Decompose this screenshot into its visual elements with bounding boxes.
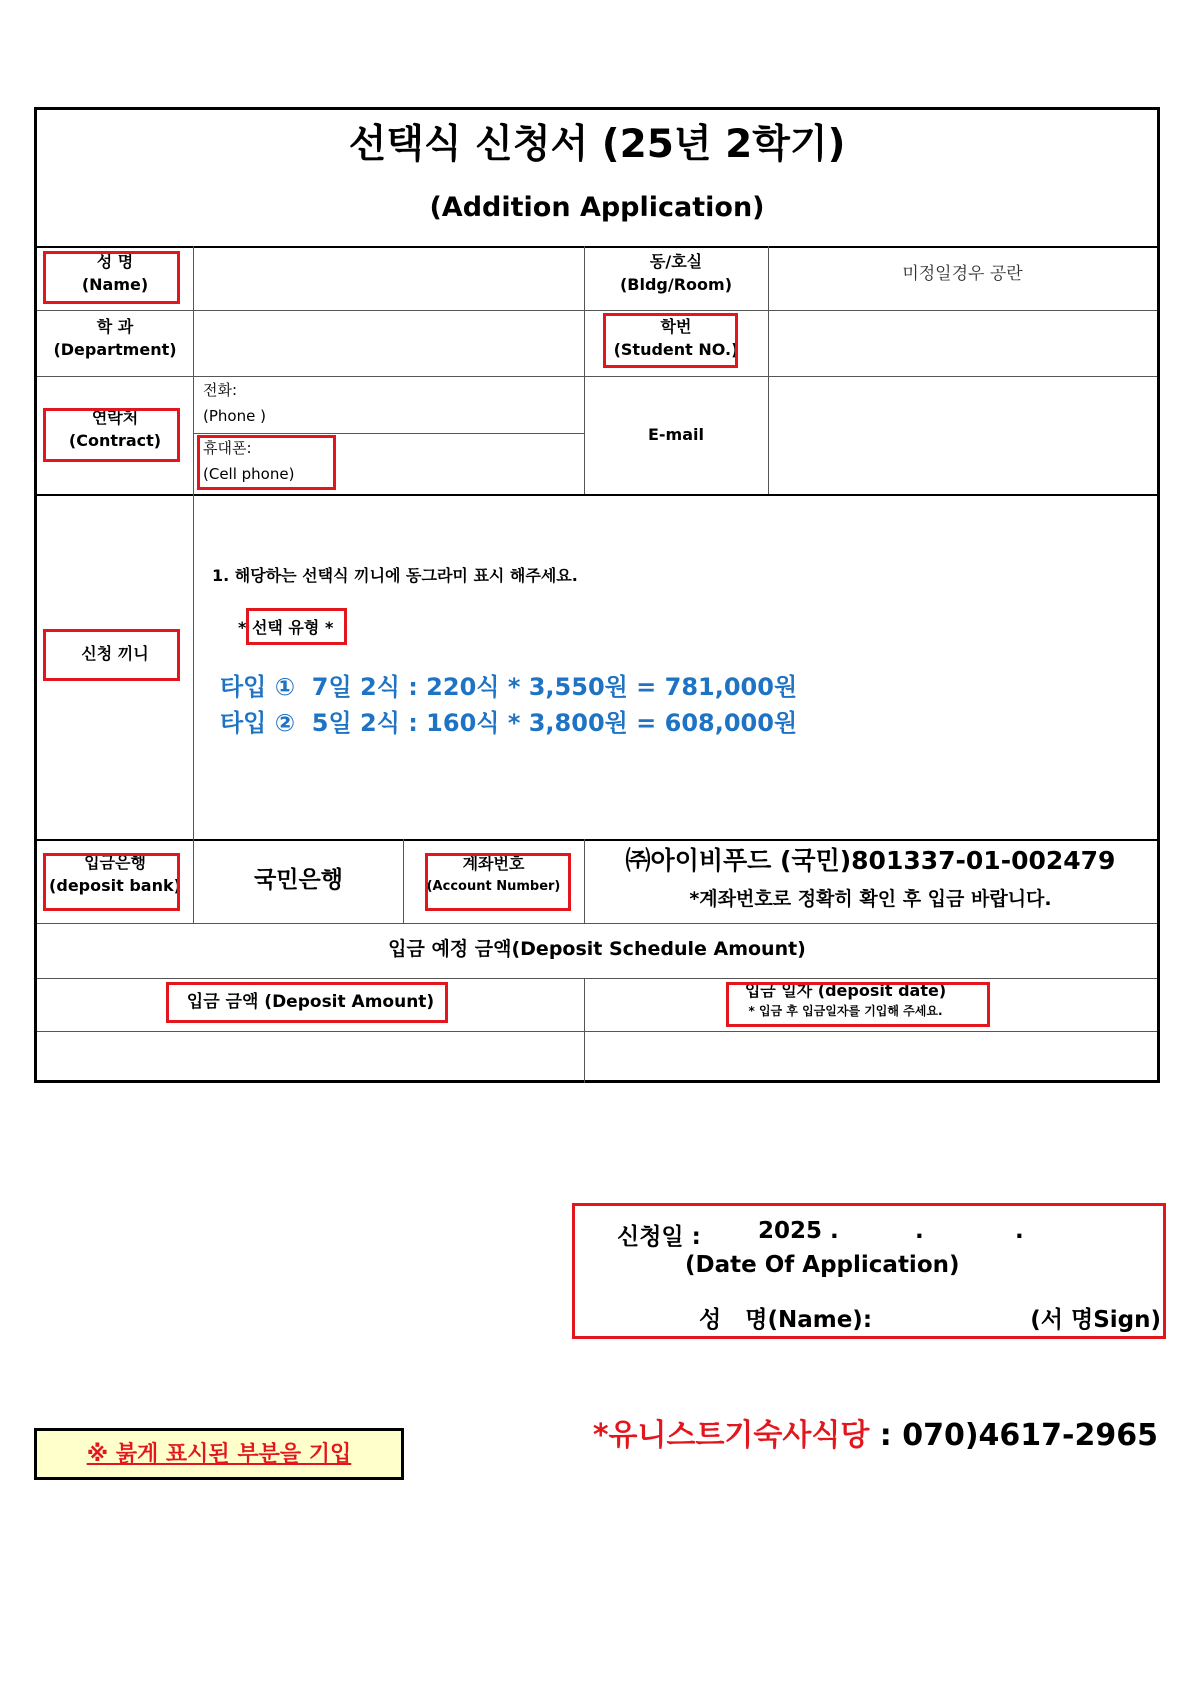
account-note: *계좌번호로 정확히 확인 후 입금 바랍니다.	[689, 888, 1052, 910]
signature-label[interactable]: (서 명Sign)	[1030, 1307, 1161, 1333]
required-marker	[166, 982, 448, 1023]
meal-label: 신청 끼니	[81, 644, 149, 663]
student-no-label: 학번 (Student NO.)	[613, 317, 739, 360]
phone-label[interactable]: 전화: (Phone )	[203, 381, 266, 425]
meal-instruction: 1. 해당하는 선택식 끼니에 동그라미 표시 해주세요.	[212, 566, 578, 585]
meal-type-1-option[interactable]: 타입 ① 7일 2식 : 220식 * 3,550원 = 781,000원	[220, 673, 798, 701]
deposit-schedule-heading: 입금 예정 금액(Deposit Schedule Amount)	[388, 938, 806, 960]
form-subtitle: (Addition Application)	[429, 192, 765, 223]
contact-label: 연락처 (Contract)	[68, 408, 162, 451]
student-no-field[interactable]	[769, 311, 1157, 376]
divider	[37, 494, 1157, 496]
required-marker	[43, 408, 180, 462]
email-label: E-mail	[647, 425, 704, 444]
dorm-cafeteria-phone: : 070)4617-2965	[869, 1418, 1158, 1453]
application-date-label: 신청일 :	[617, 1224, 701, 1250]
deposit-amount-label: 입금 금액 (Deposit Amount)	[186, 992, 435, 1012]
name-label: 성 명 (Name)	[81, 252, 149, 295]
required-marker	[43, 251, 180, 304]
meal-type-2-option[interactable]: 타입 ② 5일 2식 : 160식 * 3,800원 = 608,000원	[220, 709, 798, 737]
required-marker	[197, 435, 336, 490]
notice-box	[34, 1428, 404, 1480]
cell-phone-label[interactable]: 휴대폰: (Cell phone)	[203, 439, 295, 483]
divider	[193, 433, 584, 434]
dorm-cafeteria-name: *유니스트기숙사식당	[592, 1418, 870, 1453]
notice-text: ※ 붉게 표시된 부분을 기입	[86, 1442, 352, 1467]
deposit-bank-label: 입금은행 (deposit bank)	[49, 853, 181, 896]
application-year[interactable]: 2025 .	[758, 1218, 839, 1244]
name-field[interactable]	[194, 247, 583, 310]
divider	[37, 923, 1157, 924]
divider	[37, 978, 1157, 979]
account-value: ㈜아이비푸드 (국민)801337-01-002479	[625, 846, 1116, 875]
email-field[interactable]	[769, 377, 1157, 494]
divider	[37, 839, 1157, 841]
dorm-contact	[572, 1375, 1158, 1454]
deposit-date-label: 입금 일자 (deposit date)	[744, 981, 947, 1000]
application-date-en: (Date Of Application)	[685, 1252, 960, 1278]
department-label: 학 과 (Department)	[53, 317, 177, 360]
application-day-separator[interactable]: .	[1015, 1218, 1024, 1244]
required-marker	[246, 608, 347, 645]
application-month-separator[interactable]: .	[915, 1218, 924, 1244]
application-form	[34, 107, 1160, 1083]
department-field[interactable]	[194, 311, 583, 376]
required-marker	[43, 853, 180, 911]
account-number-label: 계좌번호 (Account Number)	[426, 854, 561, 894]
deposit-date-note: * 입금 후 입금일자를 기입해 주세요.	[748, 1004, 943, 1018]
required-marker	[726, 982, 990, 1027]
required-marker	[425, 853, 571, 911]
required-marker	[603, 313, 738, 368]
deposit-amount-field[interactable]	[37, 1032, 583, 1080]
meal-type-heading: * 선택 유형 *	[238, 618, 334, 637]
required-marker	[43, 629, 180, 681]
deposit-date-field[interactable]	[585, 1032, 1157, 1080]
bank-name: 국민은행	[254, 867, 343, 893]
room-note[interactable]: 미정일경우 공란	[902, 264, 1023, 284]
application-signature-box	[572, 1203, 1166, 1339]
applicant-name-label[interactable]: 성 명(Name):	[699, 1307, 873, 1333]
room-label: 동/호실 (Bldg/Room)	[619, 252, 733, 295]
form-title: 선택식 신청서 (25년 2학기)	[348, 122, 846, 167]
